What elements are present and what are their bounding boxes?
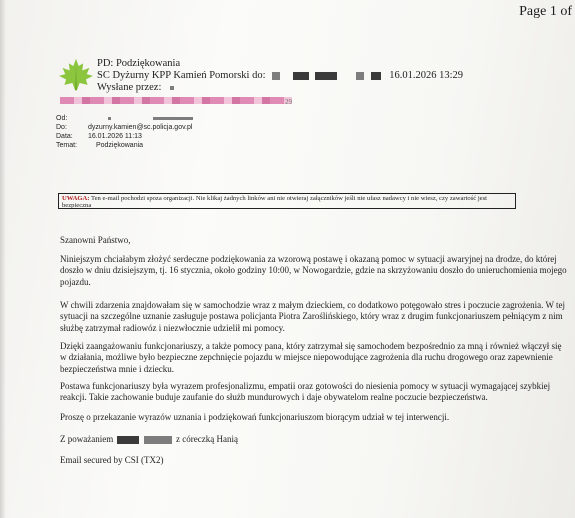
redaction-block [153,117,193,120]
sent-by-line [97,82,174,94]
redaction-block [371,72,381,80]
meta-label: Do: [56,124,67,131]
paragraph-2: W chwili zdarzenia znajdowałam się w samochodzie wraz z małym dzieckiem, co dodatkowo potęgowało stres i poczucie zagrożenia. W tej sytuacji na szczególne uznanie zasługuje postawa policjanta Piotra Zaroślińskiego, który wraz z drugim funkcjonariuszem pełniącym z nim służbę zatrzymał radiowóz i niezwłocznie udzielił mi pomocy. [60,300,566,333]
warning-label: UWAGA: [62,195,90,202]
meta-from [56,115,193,123]
redaction-block [293,72,309,80]
sent-by-label: Wysłane przez: [97,82,162,93]
meta-date-value: 16.01.2026 11:13 [87,133,142,140]
signature-suffix: z córeczką Hanią [175,434,238,444]
paragraph-4: Postawa funkcjonariuszy była wyrazem profesjonalizmu, empatii oraz gotowości do niesienia pomocy w sytuacji wymagającej szybkiej reakcji. Takie zachowanie buduje zaufanie do służb mundurowych i daje obywatelom realne poczucie bezpieczeństwa. [60,381,551,403]
meta-to [56,124,192,132]
redaction-block [108,117,111,120]
redaction-block [170,86,174,90]
page-edge-shadow [0,0,6,518]
meta-label: Temat: [56,142,78,149]
maple-leaf-icon [58,58,94,92]
pink-redaction-strip [60,97,292,104]
meta-subject [56,142,143,150]
time-fragment: 29 [285,98,292,106]
external-email-warning [58,193,516,209]
paragraph-1: Niniejszym chciałabym złożyć serdeczne podziękowania za wzorową postawę i okazaną pomoc w sytuacji awaryjnej na drodze, do której doszło w dniu dzisiejszym, tj. 16 stycznia, około godziny 10:00, w Nowogardzie, gdzie na skrzyżowaniu doszło do unieruchomienia mojego pojazdu. [60,254,567,287]
from-line [97,70,463,82]
pd-subject-line: PD: Podziękowania [97,58,181,69]
meta-to-value: dyzurny.kamien@sc.policja.gov.pl [87,124,193,131]
meta-date [56,133,142,141]
meta-label: Od: [56,115,68,122]
warning-text: Ten e-mail pochodzi spoza organizacji. Nie klikaj żadnych linków ani nie otwieraj załączników jeśli nie ufasz nadawcy i nie wiesz, czy zawartość jest bezpieczna [62,195,488,209]
redaction-block [315,72,337,80]
from-prefix: SC Dyżurny KPP Kamień Pomorski do: [97,70,266,81]
meta-label: Data: [56,133,73,140]
paragraph-3: Dzięki zaangażowaniu funkcjonariuszy, a także pomocy pana, który zatrzymał się samochodem bezpośrednio za mną i również włączył się w działania, możliwe było bezpieczne zepchnięcie pojazdu w miejsce niepowodujące zagrożenia dla ruchu drogowego oraz zapewnienie bezpieczeństwa mnie i dziecku. [60,341,562,374]
redaction-block [272,72,280,80]
meta-subject-value: Podziękowania [95,142,144,149]
page-number: Page 1 of [519,4,572,19]
redaction-block [117,436,139,444]
signature-line [60,434,570,445]
email-footer: Email secured by CSI (TX2) [60,455,164,465]
paragraph-5: Proszę o przekazanie wyrazów uznania i podziękowań funkcjonariuszom biorącym udział w tej interwencji. [60,412,450,422]
redaction-block [144,436,172,444]
header-datetime: 16.01.2026 13:29 [389,70,464,81]
greeting: Szanowni Państwo, [60,235,131,245]
redaction-block [356,72,364,80]
signature-prefix: Z poważaniem [60,434,114,444]
